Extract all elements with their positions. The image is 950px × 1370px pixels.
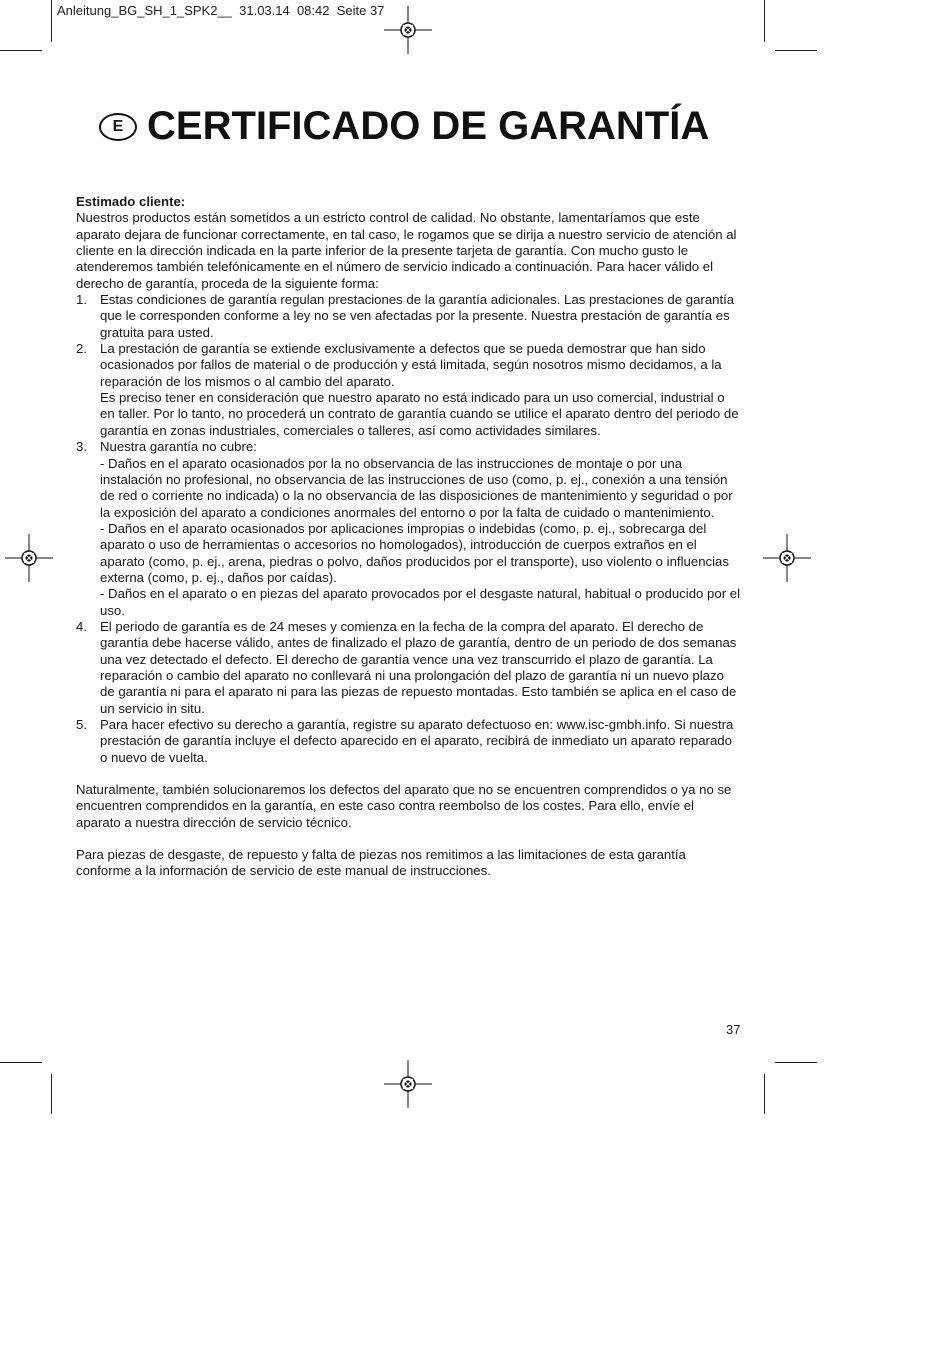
- greeting: Estimado cliente:: [76, 194, 186, 209]
- crop-mark: [51, 0, 52, 42]
- registration-mark-icon: [384, 6, 432, 54]
- list-item-text: - Daños en el aparato o en piezas del aparato provocados por el desgaste natural, habitual o producido por el uso.: [100, 586, 741, 618]
- list-item-text: - Daños en el aparato ocasionados por la no observancia de las instrucciones de montaje o por una instalación no profesional, no observancia de las instrucciones de uso (como, p. ej., conexión a una tensión de red o corriente no indicada) o la no observancia de las disposiciones de mantenimiento y seguridad o por la exposición del aparato a condiciones anormales del entorno o por la falta de cuidado o mantenimiento.: [100, 455, 733, 520]
- registration-mark-icon: [763, 534, 811, 582]
- list-item-number: 1.: [76, 292, 87, 308]
- page-title: CERTIFICADO DE GARANTÍA: [147, 104, 710, 148]
- list-item-text: Estas condiciones de garantía regulan prestaciones de la garantía adicionales. Las prestaciones de garantía que le corresponden conforme a ley no se ven afectadas por la presente. Nuestra prestación de garantía es gratuita para usted.: [100, 292, 735, 340]
- crop-mark: [775, 50, 817, 51]
- list-item-text: Nuestra garantía no cubre:: [100, 439, 257, 455]
- registration-mark-icon: [384, 1060, 432, 1108]
- list-item-number: 3.: [76, 439, 87, 455]
- crop-mark: [0, 1062, 42, 1063]
- registration-mark-icon: [5, 534, 53, 582]
- list-item: [76, 439, 741, 619]
- crop-mark: [51, 1074, 52, 1114]
- list-item: [76, 619, 741, 717]
- list-item-text: Es preciso tener en consideración que nuestro aparato no está indicado para un uso comercial, industrial o en taller. Por lo tanto, no procederá un contrato de garantía cuando se utilice el aparato dentro del periodo de garantía en zonas industriales, comerciales o talleres, así como actividades similares.: [100, 390, 739, 438]
- crop-mark: [764, 0, 765, 42]
- crop-mark: [0, 50, 42, 51]
- print-slug: Anleitung_BG_SH_1_SPK2__ 31.03.14 08:42 Seite 37: [57, 3, 385, 18]
- page-number: 37: [726, 1022, 741, 1037]
- list-item-text: El periodo de garantía es de 24 meses y comienza en la fecha de la compra del aparato. El derecho de garantía debe hacerse válido, antes de finalizado el plazo de garantía, dentro de un periodo de dos semanas una vez detectado el defecto. El derecho de garantía vence una vez transcurrido el plazo de garantía. La reparación o cambio del aparato no conllevará ni una prolongación del plazo de garantía ni un nuevo plazo de garantía ni para el aparato ni para las piezas de repuesto montadas. Esto también se aplica en el caso de un servicio in situ.: [100, 618, 737, 716]
- conditions-list: [76, 292, 741, 766]
- list-item: [76, 341, 741, 439]
- list-item-text: Para hacer efectivo su derecho a garantía, registre su aparato defectuoso en: www.isc-gmbh.info. Si nuestra prestación de garantía incluye el defecto aparecido en el aparato, recibirá de inmediato un aparato reparado o nuevo de vuelta.: [100, 717, 734, 765]
- list-item-text: - Daños en el aparato ocasionados por aplicaciones impropias o indebidas (como, p. ej., sobrecarga del aparato o uso de herramientas o accesorios no homologados), introducción de cuerpos extraños en el aparato (como, p. ej., arena, piedras o polvo, daños producidos por el transporte), uso violento o influencias externa (como, p. ej., daños por caídas).: [100, 520, 729, 585]
- intro-paragraph: Nuestros productos están sometidos a un estricto control de calidad. No obstante, lamentaríamos que este aparato dejara de funcionar correctamente, en tal caso, le rogamos que se dirija a nuestro servicio de atención al cliente en la dirección indicada en la parte inferior de la presente tarjeta de garantía. Con mucho gusto le atenderemos también telefónicamente en el número de servicio indicado a continuación. Para hacer válido el derecho de garantía, proceda de la siguiente forma:: [76, 210, 737, 291]
- title-row: [99, 104, 709, 149]
- crop-mark: [775, 1062, 817, 1063]
- warranty-text: [76, 194, 741, 880]
- closing-paragraph: Para piezas de desgaste, de repuesto y falta de piezas nos remitimos a las limitaciones de esta garantía conforme a la información de servicio de este manual de instrucciones.: [76, 847, 686, 879]
- list-item-number: 2.: [76, 341, 87, 357]
- closing-paragraph: Naturalmente, también solucionaremos los defectos del aparato que no se encuentren comprendidos o ya no se encuentren comprendidos en la garantía, en este caso contra reembolso de los costes. Para ello, envíe el aparato a nuestra dirección de servicio técnico.: [76, 782, 732, 830]
- language-badge: E: [99, 113, 137, 141]
- list-item-text: La prestación de garantía se extiende exclusivamente a defectos que se pueda demostrar que han sido ocasionados por fallos de material o de producción y está limitada, según nosotros mismo decidamos, a la reparación de los mismos o al cambio del aparato.: [100, 341, 722, 389]
- list-item: [76, 717, 741, 766]
- list-item-number: 4.: [76, 618, 87, 634]
- crop-mark: [764, 1074, 765, 1114]
- list-item: [76, 292, 741, 341]
- list-item-number: 5.: [76, 717, 87, 732]
